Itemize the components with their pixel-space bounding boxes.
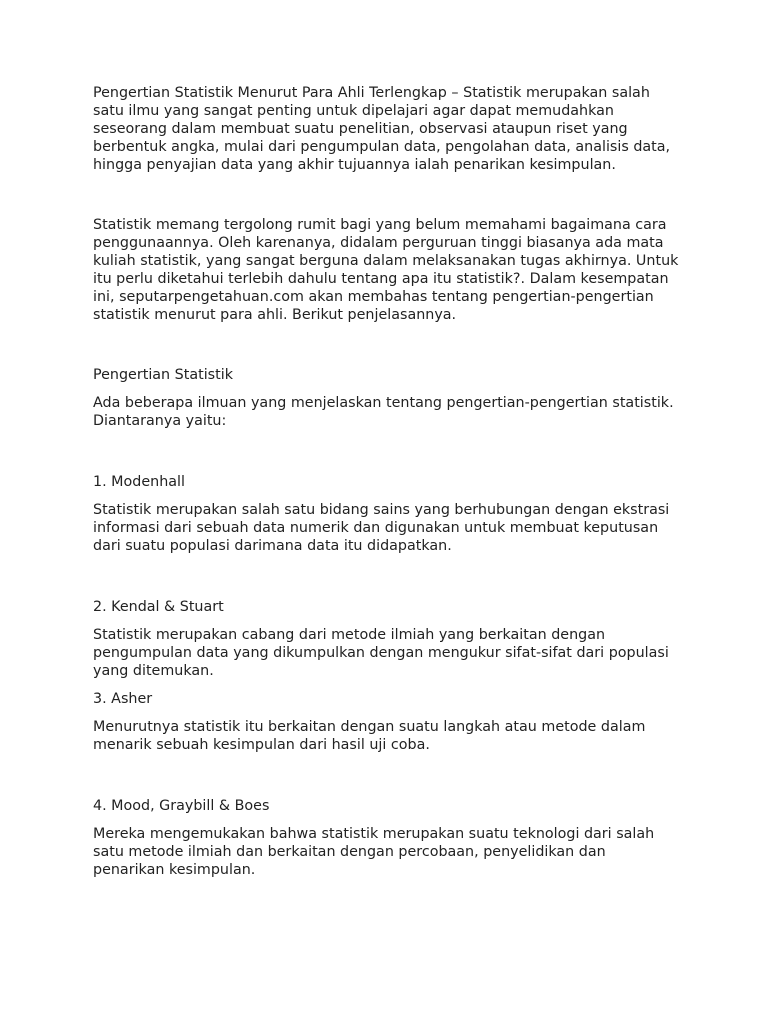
item-title-mood-graybill-boes: 4. Mood, Graybill & Boes: [93, 798, 270, 814]
intro-paragraph-1: Pengertian Statistik Menurut Para Ahli Terlengkap – Statistik merupakan salah satu ilmu yang sangat penting untuk dipelajari agar dapat memudahkan seseorang dalam membuat suatu penelitian, observasi ataupun riset yang berbentuk angka, mulai dari pengumpulan data, pengolahan data, analisis data, hingga penyajian data yang akhir tujuannya ialah penarikan kesimpulan.: [93, 85, 671, 173]
item-body-kendal-stuart: Statistik merupakan cabang dari metode ilmiah yang berkaitan dengan pengumpulan data yang dikumpulkan dengan mengukur sifat-sifat dari populasi yang ditemukan.: [93, 627, 669, 679]
section-intro: Ada beberapa ilmuan yang menjelaskan tentang pengertian-pengertian statistik. Diantaranya yaitu:: [93, 395, 674, 429]
item-title-modenhall: 1. Modenhall: [93, 474, 185, 490]
item-title-kendal-stuart: 2. Kendal & Stuart: [93, 599, 224, 615]
section-heading: Pengertian Statistik: [93, 367, 233, 383]
item-title-asher: 3. Asher: [93, 691, 153, 707]
intro-paragraph-2: Statistik memang tergolong rumit bagi yang belum memahami bagaimana cara penggunaannya. Oleh karenanya, didalam perguruan tinggi biasanya ada mata kuliah statistik, yang sangat berguna dalam melaksanakan tugas akhirnya. Untuk itu perlu diketahui terlebih dahulu tentang apa itu statistik?. Dalam kesempatan ini, seputarpengetahuan.com akan membahas tentang pengertian-pengertian statistik menurut para ahli. Berikut penjelasannya.: [93, 217, 679, 323]
item-body-modenhall: Statistik merupakan salah satu bidang sains yang berhubungan dengan ekstrasi informasi dari sebuah data numerik dan digunakan untuk membuat keputusan dari suatu populasi darimana data itu didapatkan.: [93, 502, 670, 554]
item-body-mood-graybill-boes: Mereka mengemukakan bahwa statistik merupakan suatu teknologi dari salah satu metode ilmiah dan berkaitan dengan percobaan, penyelidikan dan penarikan kesimpulan.: [93, 826, 655, 878]
document-body: [93, 84, 693, 879]
item-body-asher: Menurutnya statistik itu berkaitan dengan suatu langkah atau metode dalam menarik sebuah kesimpulan dari hasil uji coba.: [93, 719, 646, 753]
